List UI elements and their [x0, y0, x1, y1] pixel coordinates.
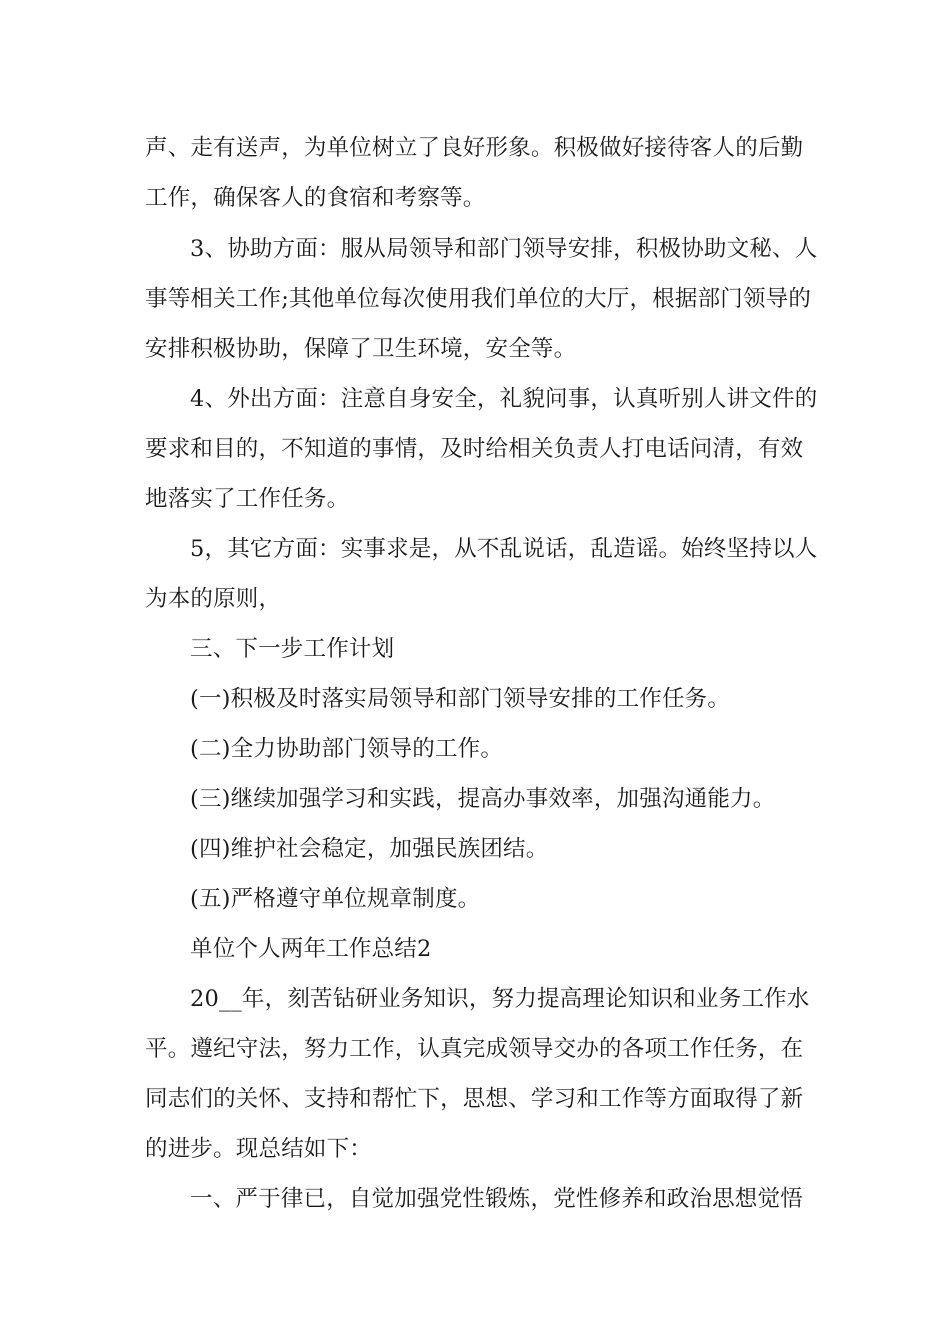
- plan-item: (三)继续加强学习和实践，提高办事效率，加强沟通能力。: [190, 786, 776, 812]
- plan-item: (四)维护社会稳定，加强民族团结。: [190, 836, 549, 862]
- paragraph-3-line: 3、协助方面：服从局领导和部门领导安排，积极协助文秘、人: [190, 236, 818, 262]
- document-title: 单位个人两年工作总结2: [190, 936, 432, 962]
- text-line: 要求和目的，不知道的事情，及时给相关负责人打电话问清，有效: [145, 436, 804, 462]
- text-line: 事等相关工作;其他单位每次使用我们单位的大厅，根据部门领导的: [145, 286, 812, 312]
- text-line: 同志们的关怀、支持和帮忙下，思想、学习和工作等方面取得了新: [145, 1086, 804, 1112]
- paragraph-intro-line: 20__年，刻苦钻研业务知识，努力提高理论知识和业务工作水: [190, 986, 810, 1012]
- plan-item: (五)严格遵守单位规章制度。: [190, 886, 481, 912]
- section-heading: 三、下一步工作计划: [190, 636, 395, 662]
- text-line: 为本的原则，: [145, 586, 282, 612]
- plan-item: (二)全力协助部门领导的工作。: [190, 736, 504, 762]
- text-line: 安排积极协助，保障了卫生环境，安全等。: [145, 336, 577, 362]
- text-line: 地落实了工作任务。: [145, 486, 350, 512]
- paragraph-4-line: 4、外出方面：注意自身安全，礼貌问事，认真听别人讲文件的: [190, 386, 818, 412]
- text-line: 平。遵纪守法，努力工作，认真完成领导交办的各项工作任务，在: [145, 1036, 804, 1062]
- text-line: 工作，确保客人的食宿和考察等。: [145, 185, 486, 211]
- section-heading: 一、严于律已，自觉加强党性锻炼，党性修养和政治思想觉悟: [190, 1186, 803, 1212]
- text-line: 声、走有送声，为单位树立了良好形象。积极做好接待客人的后勤: [145, 135, 804, 161]
- text-line: 的进步。现总结如下：: [145, 1136, 373, 1162]
- plan-item: (一)积极及时落实局领导和部门领导安排的工作任务。: [190, 686, 731, 712]
- paragraph-5-line: 5，其它方面：实事求是，从不乱说话，乱造谣。始终坚持以人: [190, 536, 818, 562]
